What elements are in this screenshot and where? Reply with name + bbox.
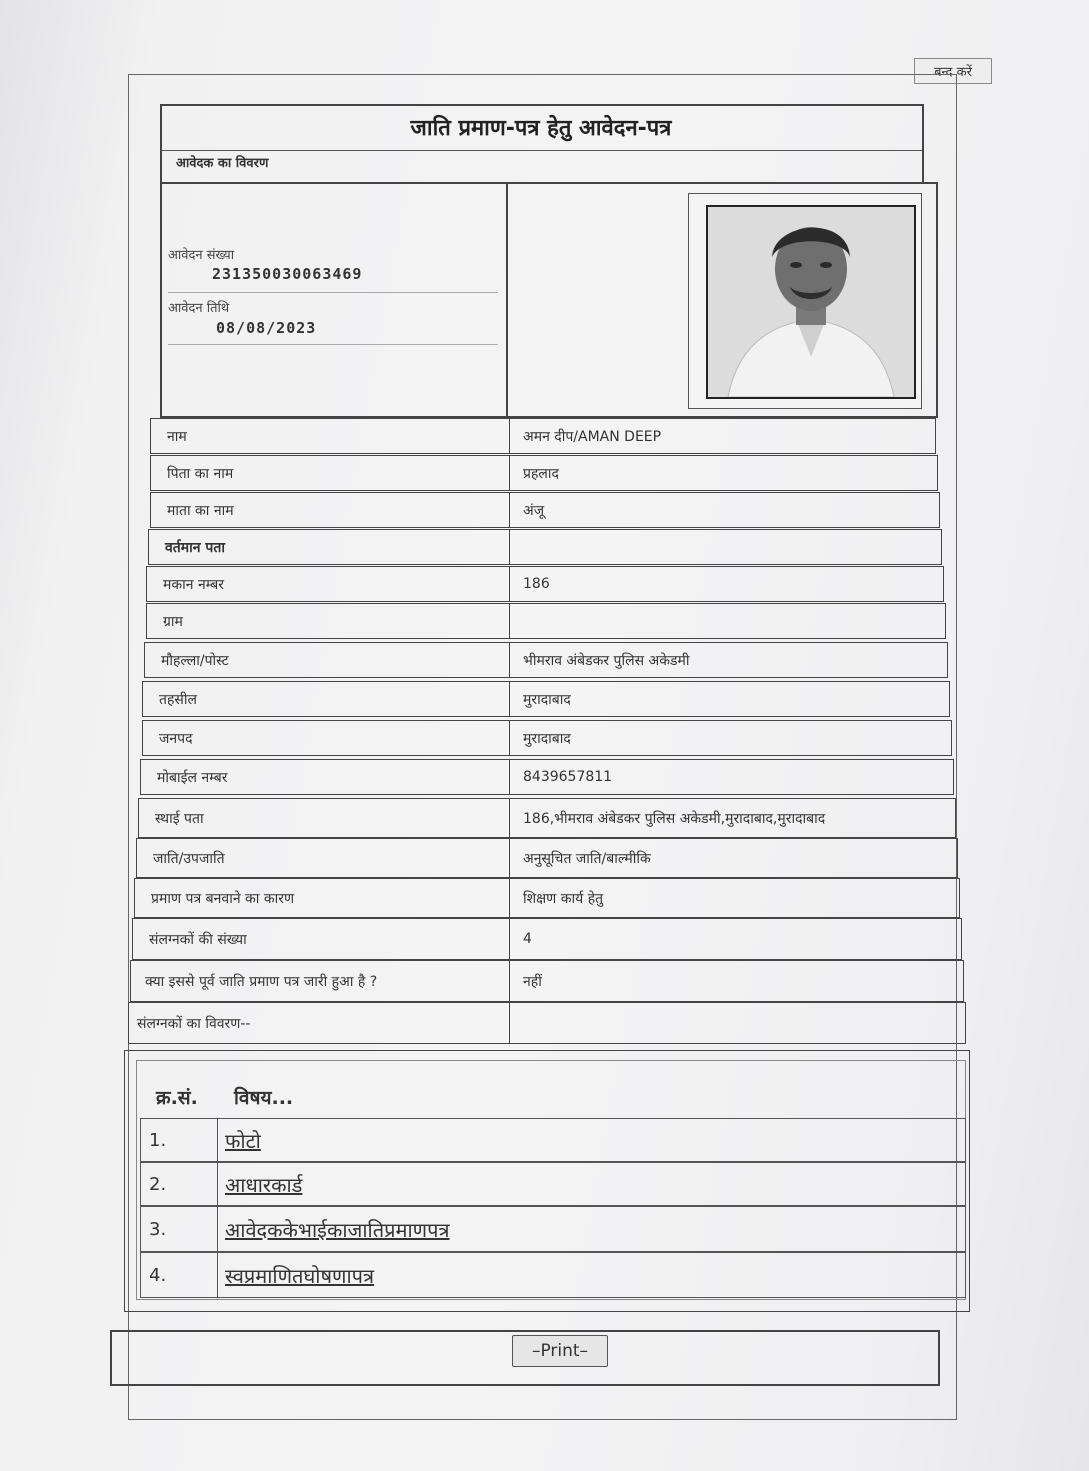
attachment-serial: 2. [149,1173,167,1195]
detail-row [142,681,950,717]
detail-row [142,720,952,756]
name-label: नाम [167,428,187,445]
previous-certificate-label: क्या इससे पूर्व जाति प्रमाण पत्र जारी हुआ है ? [145,973,378,990]
attachment-serial: 1. [149,1129,167,1151]
column-divider [217,1119,218,1161]
column-divider [509,721,510,755]
column-divider [509,419,510,453]
detail-row [150,418,936,454]
detail-row [130,960,964,1002]
column-divider [509,493,510,527]
info-divider [168,344,498,345]
house-number-value: 186 [523,576,550,592]
detail-row [138,798,956,838]
attachment-row [140,1252,966,1298]
tehsil-value: मुरादाबाद [523,691,571,708]
detail-row [146,566,944,602]
detail-row [144,642,948,678]
attachment-row [140,1162,966,1206]
attachment-serial: 4. [149,1264,167,1286]
district-label: जनपद [159,730,193,747]
mother-name-label: माता का नाम [167,502,234,519]
applicant-details-heading: आवेदक का विवरण [176,156,269,171]
attachment-count-label: संलग्नकों की संख्या [149,931,247,948]
current-address-heading: वर्तमान पता [165,539,225,556]
locality-label: मौहल्ला/पोस्ट [161,652,229,669]
attachment-serial: 3. [149,1218,167,1240]
caste-label: जाति/उपजाति [153,850,225,867]
attachment-row [140,1118,966,1162]
form-title: जाति प्रमाण-पत्र हेतु आवेदन-पत्र [160,104,922,151]
column-divider [509,839,510,877]
column-divider [509,456,510,490]
permanent-address-value: 186,भीमराव अंबेडकर पुलिस अकेडमी,मुरादाबाद,मुरादाबाद [523,810,826,827]
father-name-value: प्रहलाद [523,465,559,482]
village-label: ग्राम [163,613,183,630]
column-divider [509,799,510,837]
application-date-label: आवेदन तिथि [168,301,230,316]
applicant-photo-icon [708,207,914,397]
district-value: मुरादाबाद [523,730,571,747]
mobile-number-label: मोबाईल नम्बर [157,769,228,786]
application-number: 231350030063469 [212,265,363,283]
caste-value: अनुसूचित जाति/बाल्मीकि [523,850,651,867]
attachment-link-aadhaar[interactable]: आधारकार्ड [225,1172,303,1197]
attachment-row [140,1206,966,1252]
application-date: 08/08/2023 [216,319,317,337]
column-divider [509,567,510,601]
column-divider [509,1003,510,1043]
attachments-header [140,1072,966,1118]
attachment-count-value: 4 [523,931,532,947]
applicant-photo [706,205,916,399]
attachment-link-brother-certificate[interactable]: आवेदककेभाईकाजातिप्रमाणपत्र [225,1217,450,1242]
mother-name-value: अंजू [523,502,545,519]
detail-row [150,492,940,528]
tehsil-label: तहसील [159,691,197,708]
column-divider [509,919,510,959]
certificate-reason-label: प्रमाण पत्र बनवाने का कारण [151,890,295,907]
column-divider [509,961,510,1001]
attachment-details-label: संलग्नकों का विवरण-- [137,1015,251,1032]
detail-row [150,455,938,491]
attachment-link-self-declaration[interactable]: स्वप्रमाणितघोषणापत्र [225,1263,375,1288]
column-divider [509,643,510,677]
detail-row [134,878,960,918]
column-divider [509,879,510,917]
locality-value: भीमराव अंबेडकर पुलिस अकेडमी [523,652,690,669]
permanent-address-label: स्थाई पता [155,810,204,827]
column-divider [509,604,510,638]
close-button[interactable]: बन्द करें [914,58,992,84]
column-divider [509,530,510,564]
detail-row [132,918,962,960]
detail-row [148,529,942,565]
column-divider [217,1253,218,1297]
serial-column-header: क्र.सं. [156,1087,198,1109]
attachment-link-photo[interactable]: फोटो [225,1128,261,1153]
house-number-label: मकान नम्बर [163,576,225,593]
info-divider [168,292,498,293]
subject-column-header: विषय... [234,1087,294,1109]
column-divider [217,1163,218,1205]
father-name-label: पिता का नाम [167,465,234,482]
detail-row [136,838,958,878]
mobile-number-value: 8439657811 [523,769,613,785]
column-divider [217,1207,218,1251]
detail-row [128,1002,966,1044]
print-button[interactable]: –Print– [512,1335,608,1367]
column-divider [509,760,510,794]
certificate-reason-value: शिक्षण कार्य हेतु [523,890,604,907]
name-value: अमन दीप/AMAN DEEP [523,428,662,445]
previous-certificate-value: नहीं [523,973,542,990]
detail-row [146,603,946,639]
column-divider [509,682,510,716]
application-number-label: आवेदन संख्या [168,248,235,263]
detail-row [140,759,954,795]
